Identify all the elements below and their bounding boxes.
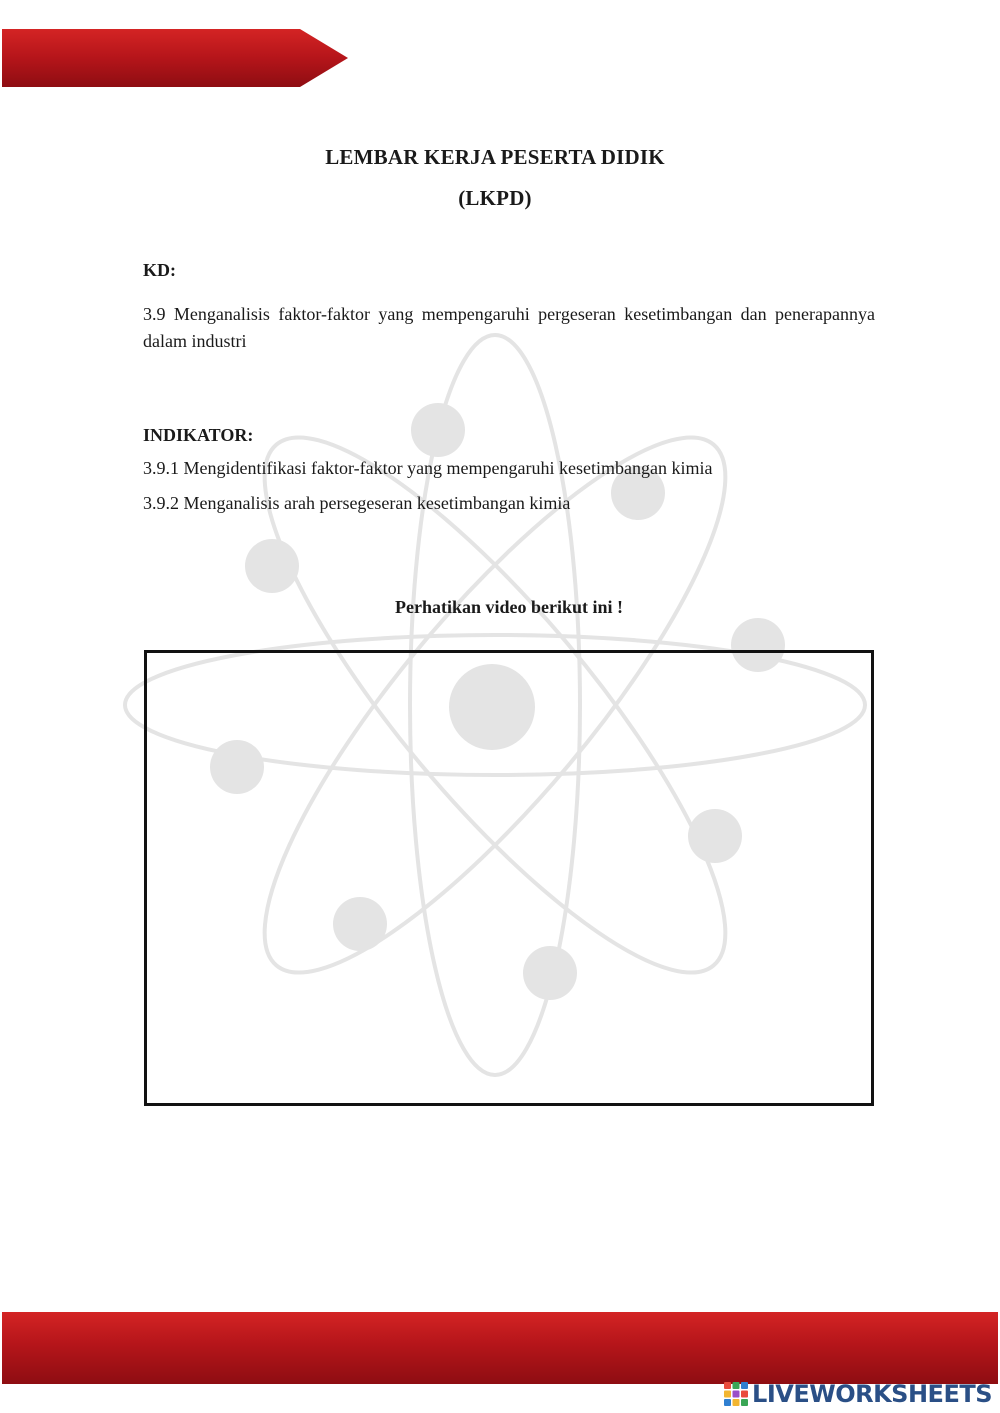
footer-band	[2, 1312, 998, 1384]
video-embed-area[interactable]	[144, 650, 874, 1106]
worksheet-title: LEMBAR KERJA PESERTA DIDIK	[325, 145, 665, 169]
kd-text: 3.9 Menganalisis faktor-faktor yang mempengaruhi pergeseran kesetimbangan dan penerapannya dalam industri	[143, 304, 875, 351]
indikator-item-1: 3.9.1 Mengidentifikasi faktor-faktor yang mempengaruhi kesetimbangan kimia	[143, 458, 713, 478]
video-instruction: Perhatikan video berikut ini !	[394, 597, 623, 617]
indikator-label: INDIKATOR:	[143, 425, 254, 445]
liveworksheets-wordmark: LIVEWORKSHEETS	[752, 1380, 992, 1408]
kd-label: KD:	[143, 260, 176, 280]
worksheet-subtitle: (LKPD)	[458, 186, 532, 210]
liveworksheets-logo-icon	[724, 1382, 748, 1406]
indikator-item-2: 3.9.2 Menganalisis arah persegeseran kesetimbangan kimia	[143, 493, 571, 513]
liveworksheets-logo	[724, 1380, 992, 1408]
